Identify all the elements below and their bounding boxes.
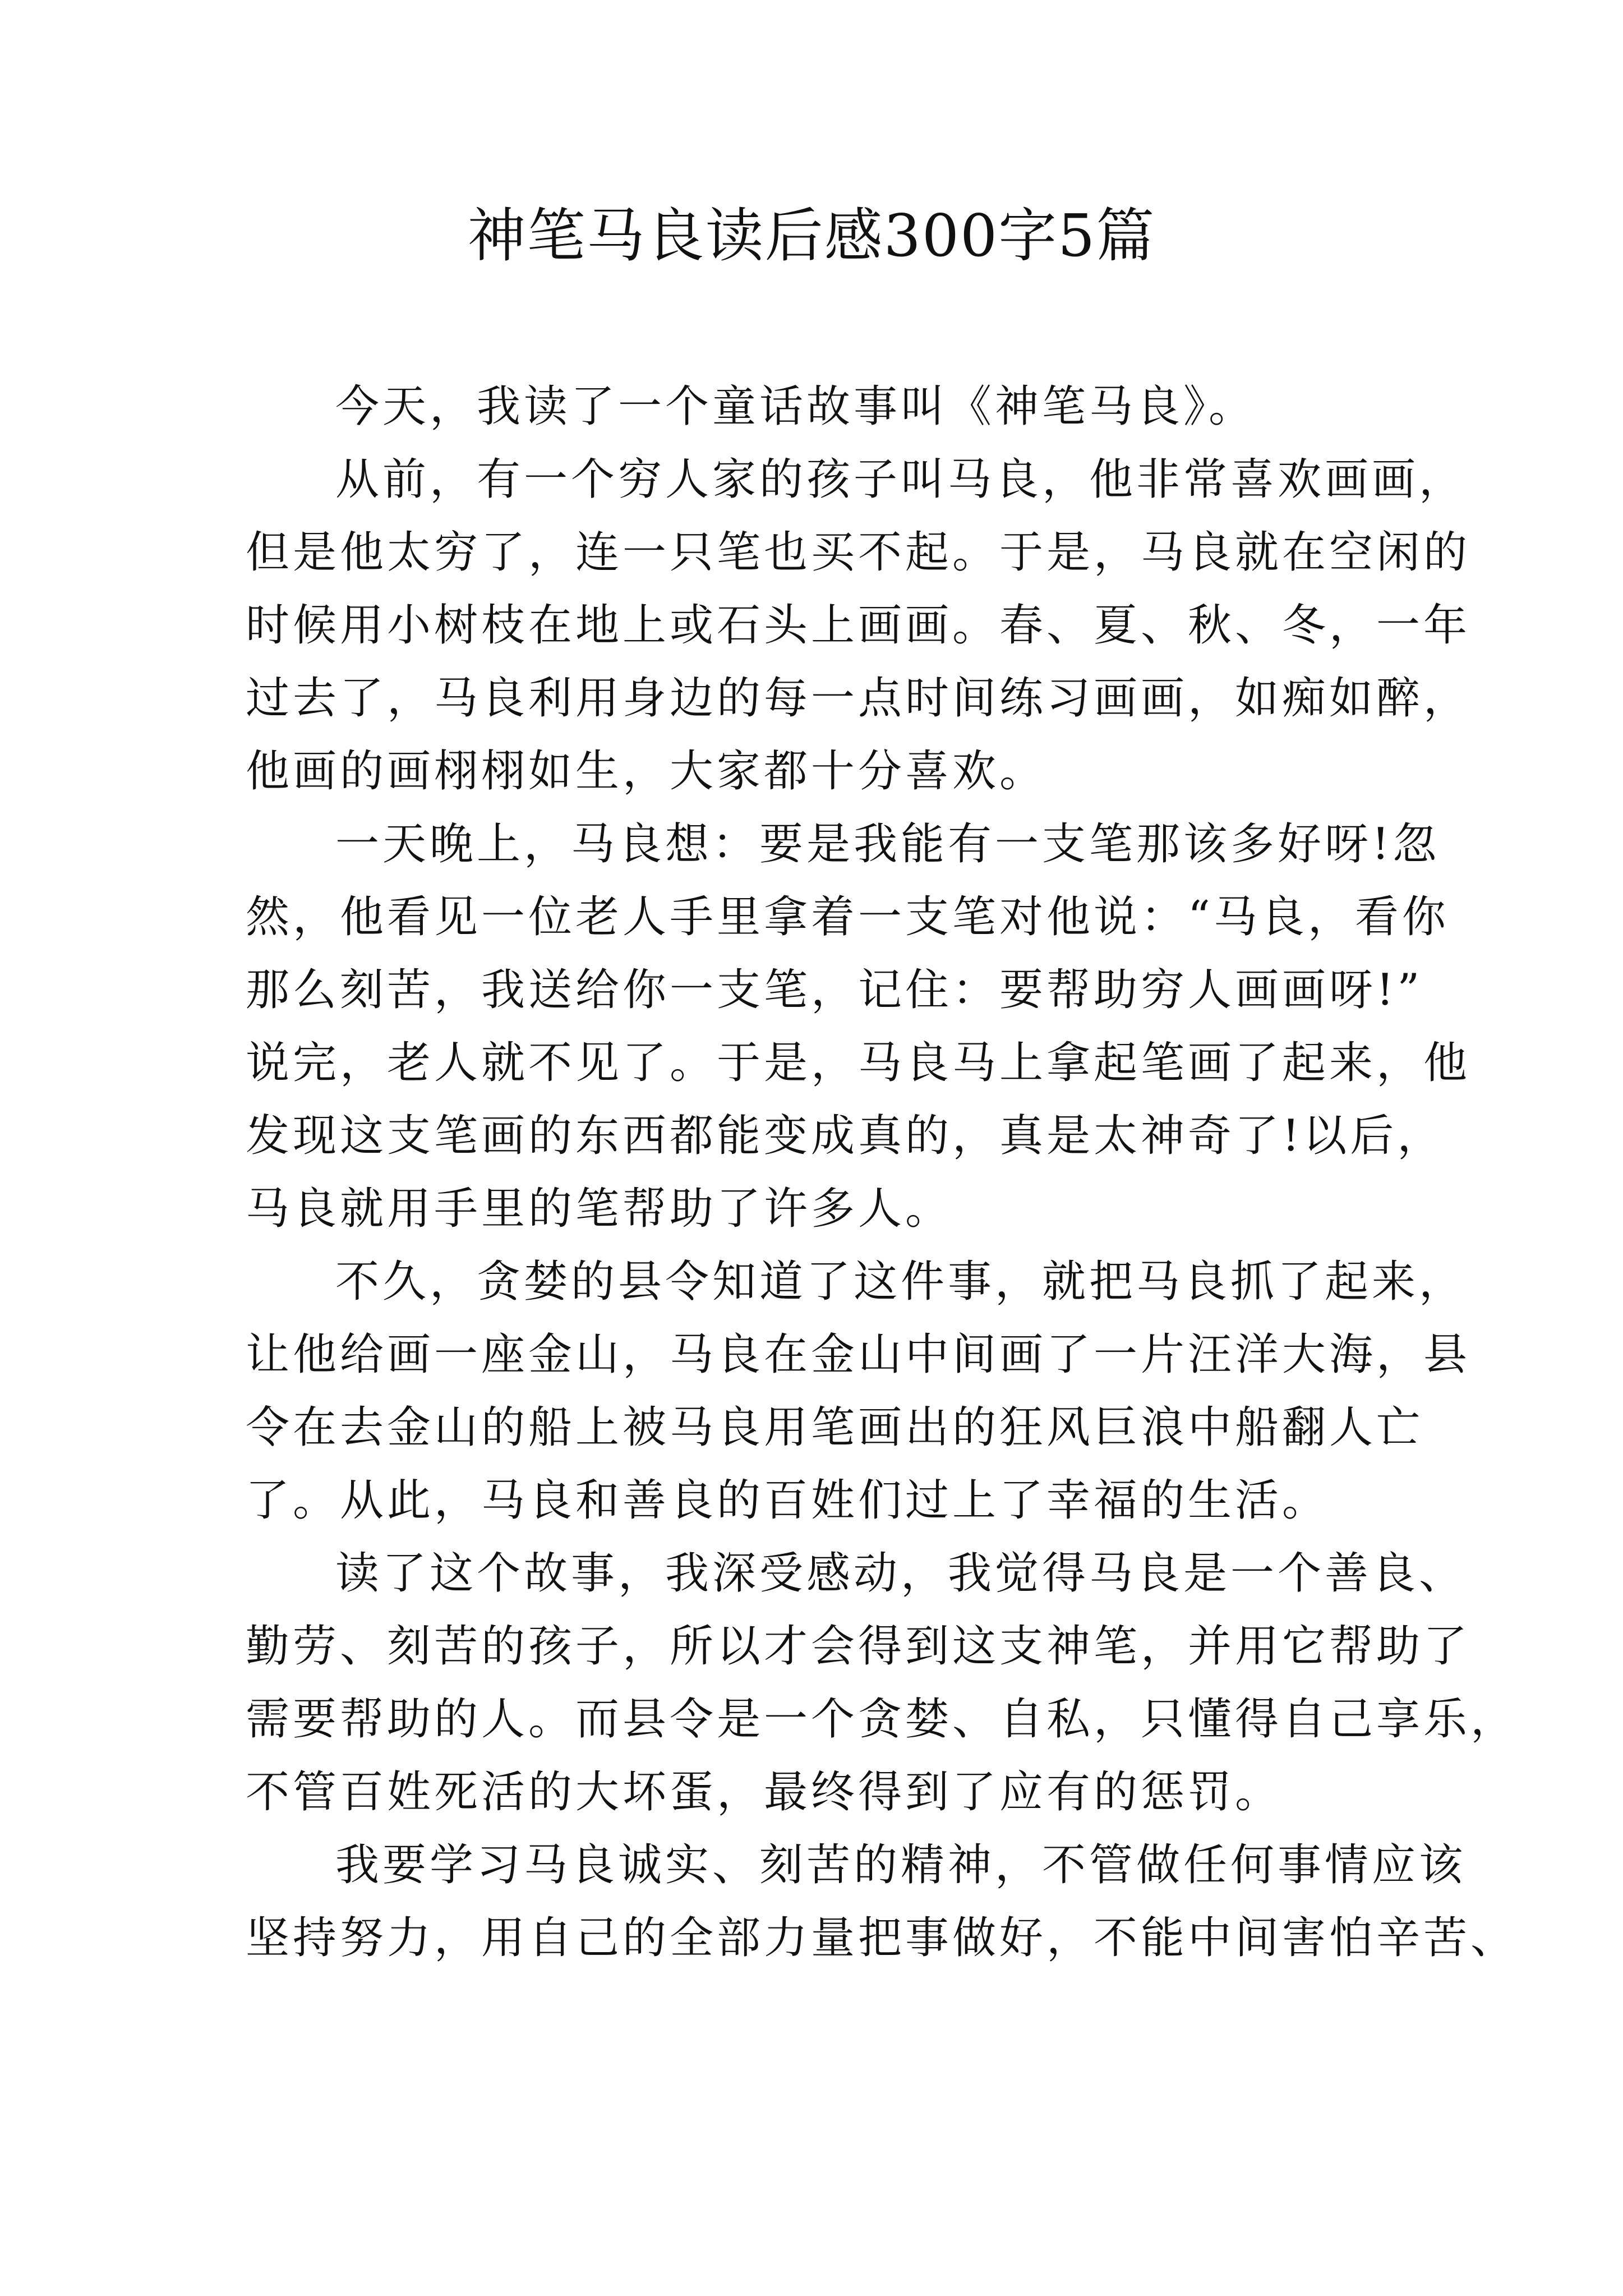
text-line: 今天，我读了一个童话故事叫《神笔马良》。 (335, 381, 1256, 432)
text-line: 但是他太穷了，连一只笔也买不起。于是，马良就在空闲的 (246, 527, 1471, 578)
text-line: 不管百姓死活的大坏蛋，最终得到了应有的惩罚。 (246, 1767, 1283, 1818)
text-line: 坚持努力，用自己的全部力量把事做好，不能中间害怕辛苦、 (246, 1913, 1518, 1963)
text-line: 说完，老人就不见了。于是，马良马上拿起笔画了起来，他 (246, 1038, 1471, 1088)
text-line: 了。从此，马良和善良的百姓们过上了幸福的生活。 (246, 1475, 1330, 1526)
text-line: 发现这支笔画的东西都能变成真的，真是太神奇了!以后， (246, 1111, 1445, 1161)
text-line: 从前，有一个穷人家的孩子叫马良，他非常喜欢画画， (335, 454, 1467, 505)
text-line: 他画的画栩栩如生，大家都十分喜欢。 (246, 746, 1047, 797)
text-line: 时候用小树枝在地上或石头上画画。春、夏、秋、冬，一年 (246, 600, 1471, 651)
document-title: 神笔马良读后感300字5篇 (467, 201, 1156, 270)
text-line: 马良就用手里的笔帮助了许多人。 (246, 1184, 953, 1234)
text-line: 我要学习马良诚实、刻苦的精神，不管做任何事情应该 (335, 1840, 1467, 1890)
text-line: 然，他看见一位老人手里拿着一支笔对他说：“马良，看你 (246, 892, 1449, 942)
text-line: 勤劳、刻苦的孩子，所以才会得到这支神笔，并用它帮助了 (246, 1621, 1471, 1672)
text-line: 读了这个故事，我深受感动，我觉得马良是一个善良、 (335, 1548, 1467, 1599)
text-line: 需要帮助的人。而县令是一个贪婪、自私，只懂得自己享乐， (246, 1694, 1518, 1745)
text-line: 令在去金山的船上被马良用笔画出的狂风巨浪中船翻人亡 (246, 1402, 1424, 1453)
text-line: 过去了，马良利用身边的每一点时间练习画画，如痴如醉， (246, 673, 1471, 724)
text-line: 那么刻苦，我送给你一支笔，记住：要帮助穷人画画呀!” (246, 965, 1423, 1015)
text-line: 不久，贪婪的县令知道了这件事，就把马良抓了起来， (335, 1257, 1467, 1307)
document-body (246, 370, 1518, 1975)
text-line: 一天晚上，马良想：要是我能有一支笔那该多好呀!忽 (335, 819, 1440, 869)
text-line: 让他给画一座金山，马良在金山中间画了一片汪洋大海，县 (246, 1329, 1471, 1380)
